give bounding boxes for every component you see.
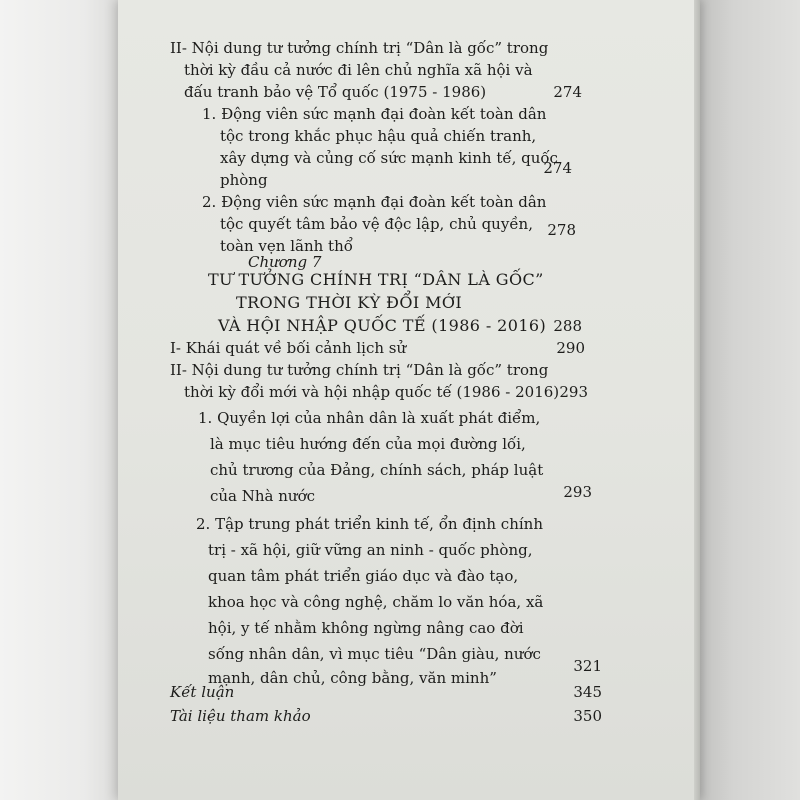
toc-entry-text: mạnh, dân chủ, công bằng, văn minh”	[208, 669, 497, 687]
toc-entry-text: I- Khái quát về bối cảnh lịch sử	[170, 339, 407, 357]
chapter-label: Chương 7	[248, 253, 322, 271]
chapter-title-line: TRONG THỜI KỲ ĐỔI MỚI	[236, 293, 463, 312]
toc-entry-text: khoa học và công nghệ, chăm lo văn hóa, xã	[208, 593, 544, 611]
toc-entry-text: II- Nội dung tư tưởng chính trị “Dân là gốc” trong	[170, 39, 549, 57]
toc-entry-text: tộc quyết tâm bảo vệ độc lập, chủ quyền,	[220, 215, 533, 233]
toc-entry-text: chủ trương của Đảng, chính sách, pháp luật	[210, 461, 544, 479]
toc-entry-text: là mục tiêu hướng đến của mọi đường lối,	[210, 435, 526, 453]
toc-entry-text: quan tâm phát triển giáo dục và đào tạo,	[208, 567, 519, 585]
toc-entry-text: 2. Tập trung phát triển kinh tế, ổn định chính	[196, 515, 543, 533]
chapter-title-line: TƯ TƯỞNG CHÍNH TRỊ “DÂN LÀ GỐC”	[208, 270, 544, 289]
toc-entry-text: tộc trong khắc phục hậu quả chiến tranh,	[220, 127, 537, 145]
background-left	[0, 0, 120, 800]
toc-entry-text: sống nhân dân, vì mục tiêu “Dân giàu, nước	[208, 645, 541, 663]
toc-entry-text: của Nhà nước	[210, 487, 316, 505]
chapter-title-line: VÀ HỘI NHẬP QUỐC TẾ (1986 - 2016)	[218, 316, 547, 335]
background-right	[690, 0, 800, 800]
page-number: 293	[559, 383, 588, 401]
toc-entry-text: toàn vẹn lãnh thổ	[220, 237, 353, 255]
toc-entry-text: thời kỳ đầu cả nước đi lên chủ nghĩa xã hội và	[184, 61, 533, 79]
page-number: 350	[573, 707, 602, 725]
toc-entry-text: hội, y tế nhằm không ngừng nâng cao đời	[208, 619, 524, 637]
toc-entry-text: phòng	[220, 171, 268, 189]
page-number: 321	[573, 657, 602, 675]
toc-entry-text: Kết luận	[170, 683, 235, 701]
toc-entry-text: xây dựng và củng cố sức mạnh kinh tế, quốc	[220, 149, 558, 167]
toc-entry-text: trị - xã hội, giữ vững an ninh - quốc phòng,	[208, 541, 533, 559]
page-number: 278	[547, 221, 576, 239]
page-number: 274	[553, 83, 582, 101]
toc-entry-text: đấu tranh bảo vệ Tổ quốc (1975 - 1986)	[184, 83, 487, 101]
page-edge	[694, 0, 700, 800]
toc-entry-text: 1. Động viên sức mạnh đại đoàn kết toàn dân	[202, 105, 547, 123]
toc-entry-text: 1. Quyền lợi của nhân dân là xuất phát điểm,	[198, 409, 541, 427]
page-number: 345	[573, 683, 602, 701]
page-number: 293	[563, 483, 592, 501]
toc-entry-text: II- Nội dung tư tưởng chính trị “Dân là gốc” trong	[170, 361, 549, 379]
page-number: 274	[543, 159, 572, 177]
toc-entry-text: Tài liệu tham khảo	[170, 707, 311, 725]
toc-entry-text: thời kỳ đổi mới và hội nhập quốc tế (1986 - 2016)	[184, 383, 560, 401]
toc-entry-text: 2. Động viên sức mạnh đại đoàn kết toàn dân	[202, 193, 547, 211]
book-page	[118, 0, 700, 800]
page-number: 288	[553, 317, 582, 335]
page-number: 290	[556, 339, 585, 357]
